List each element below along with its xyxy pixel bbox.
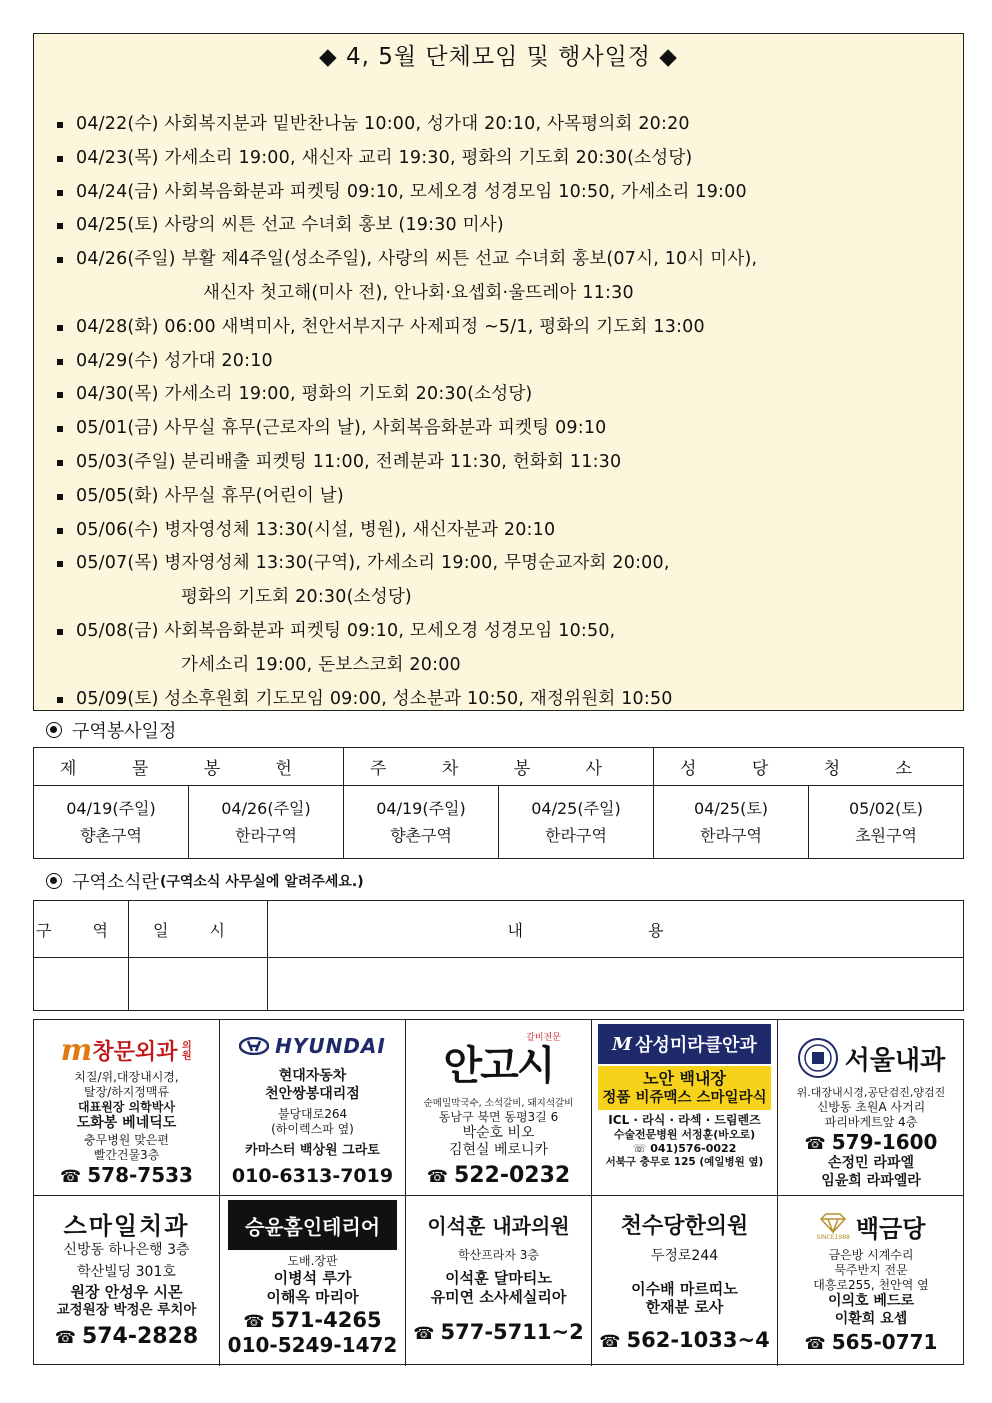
ad-smile-dental: 스마일치과 신방동 하나은행 3층 학산빌딩 301호 원장 안성우 시몬 교정원장 박정은 루치아 ☎ 574-2828 bbox=[34, 1196, 220, 1366]
ad-banner: 노안 백내장 정품 비쥬맥스 스마일라식 bbox=[598, 1066, 771, 1110]
ad-samsung-miracle-eye: M 삼성미라클안과 노안 백내장 정품 비쥬맥스 스마일라식 ICL · 라식 · 라섹 · 드림렌즈 수술전문병원 서정훈(바오로) ☏ 041)576-0022 서북구 충무로 125 (예일병원 옆) bbox=[592, 1020, 778, 1196]
news-col-content: 내 용 bbox=[268, 901, 964, 958]
service-group-header: 제 물 봉 헌 bbox=[34, 748, 344, 786]
service-cell: 04/19(주일) 향촌구역 bbox=[344, 786, 499, 859]
ad-seungyun-interior: 승윤홈인테리어 도배.장판 이병석 루가 이해옥 마리아 ☎ 571-4265 010-5249-1472 bbox=[220, 1196, 406, 1366]
schedule-item: 04/24(금) 사회복음화분과 피켓팅 09:10, 모세오경 성경모임 10:50, 가세소리 19:00 bbox=[56, 176, 956, 210]
schedule-item-continuation: 새신자 첫고해(미사 전), 안나회·요셉회·울뜨레아 11:30 bbox=[203, 282, 634, 303]
ad-lee-internal: 이석훈 내과의원 학산프라자 3층 이석훈 달마티노 유미연 소사세실리아 ☎ 577-5711~2 bbox=[406, 1196, 592, 1366]
news-table bbox=[33, 900, 964, 1011]
ad-logo: 스마일치과 bbox=[63, 1210, 190, 1240]
diamond-icon bbox=[818, 1212, 848, 1234]
ad-seoul-internal: 서울내과 위.대장내시경,공단검진,양검진 신방동 초원A 사거리 파리바게트앞 4층 ☎ 579-1600 손정민 라파엘 임윤희 라파엘라 bbox=[778, 1020, 964, 1196]
phone-icon: ☎ bbox=[243, 1311, 265, 1332]
ad-cheonsudang: 천수당한의원 두정로244 이수배 마르띠노 한재분 로사 ☎ 562-1033~4 bbox=[592, 1196, 778, 1366]
phone-icon: ☎ bbox=[804, 1133, 826, 1154]
schedule-item: 04/23(목) 가세소리 19:00, 새신자 교리 19:30, 평화의 기도회 20:30(소성당) bbox=[56, 142, 956, 176]
ad-logo: M 삼성미라클안과 bbox=[598, 1024, 771, 1064]
service-group-header: 성 당 청 소 bbox=[654, 748, 964, 786]
m-logo-icon: M bbox=[612, 1033, 633, 1055]
bullet-circle-icon bbox=[46, 722, 62, 738]
bullet-circle-icon bbox=[46, 873, 62, 889]
phone-icon: ☎ bbox=[413, 1323, 435, 1344]
schedule-list bbox=[56, 108, 956, 716]
ads-grid bbox=[33, 1019, 964, 1365]
phone-icon: ☎ bbox=[60, 1166, 82, 1187]
schedule-item: 04/25(토) 사랑의 씨튼 선교 수녀회 홍보 (19:30 미사) bbox=[56, 209, 956, 243]
schedule-item: 04/29(수) 성가대 20:10 bbox=[56, 345, 956, 379]
m-logo-icon: m bbox=[60, 1032, 93, 1068]
service-cell: 05/02(토) 초원구역 bbox=[809, 786, 964, 859]
schedule-item: 05/03(주일) 분리배출 피켓팅 11:00, 전례분과 11:30, 헌화회 11:30 bbox=[56, 446, 956, 480]
ad-logo: 천수당한의원 bbox=[620, 1212, 749, 1239]
ad-changmun-clinic: m 창문외과 의원 치질/위,대장내시경, 탈장/하지정맥류 대표원장 의학박사 도화봉 베네딕도 충무병원 맞은편 빨간건물3층 ☎ 578-7533 bbox=[34, 1020, 220, 1196]
schedule-item: 05/07(목) 병자영성체 13:30(구역), 가세소리 19:00, 무명순교자회 20:00, 평화의 기도회 20:30(소성당) bbox=[56, 547, 956, 615]
ad-logo: 승윤홈인테리어 bbox=[228, 1200, 397, 1250]
schedule-item: 04/26(주일) 부활 제4주일(성소주일), 사랑의 씨튼 선교 수녀회 홍보(07시, 10시 미사), 새신자 첫고해(미사 전), 안나회·요셉회·울뜨레아 11:30 bbox=[56, 243, 956, 311]
ad-angosi: 안고시 갈비전문 순메밀막국수, 소석갈비, 돼지석갈비 동남구 북면 동평3길 6 박순호 비오 김현실 베로니카 ☎ 522-0232 bbox=[406, 1020, 592, 1196]
schedule-item-continuation: 평화의 기도회 20:30(소성당) bbox=[181, 587, 412, 608]
ad-logo: 서울내과 bbox=[778, 1030, 964, 1086]
schedule-item: 04/22(수) 사회복지분과 밑반찬나눔 10:00, 성가대 20:10, 사목평의회 20:20 bbox=[56, 108, 956, 142]
schedule-item: 05/06(수) 병자영성체 13:30(시설, 병원), 새신자분과 20:10 bbox=[56, 514, 956, 548]
news-col-area: 구 역 bbox=[34, 901, 129, 958]
ad-logo: HYUNDAI bbox=[220, 1034, 405, 1058]
schedule-item: 05/08(금) 사회복음화분과 피켓팅 09:10, 모세오경 성경모임 10:50, 가세소리 19:00, 돈보스코회 20:00 bbox=[56, 615, 956, 683]
schedule-item: 04/28(화) 06:00 새벽미사, 천안서부지구 사제피정 ~5/1, 평화의 기도회 13:00 bbox=[56, 311, 956, 345]
ad-logo: m 창문외과 의원 bbox=[60, 1032, 191, 1068]
schedule-item-continuation: 가세소리 19:00, 돈보스코회 20:00 bbox=[181, 654, 461, 675]
news-cell bbox=[34, 958, 129, 1011]
phone-icon: ☎ bbox=[54, 1327, 76, 1348]
news-heading: 구역소식란 (구역소식 사무실에 알려주세요.) bbox=[46, 868, 364, 894]
schedule-item: 05/05(화) 사무실 휴무(어린이 날) bbox=[56, 480, 956, 514]
ad-baekgeumdang: SINCE1988 백금당 금은방 시계수리 묵주반지 전문 대흥로255, 천안역 옆 이의호 베드로 이환희 요셉 ☎ 565-0771 bbox=[778, 1196, 964, 1366]
schedule-item: 04/30(목) 가세소리 19:00, 평화의 기도회 20:30(소성당) bbox=[56, 378, 956, 412]
schedule-box bbox=[33, 33, 964, 711]
service-table bbox=[33, 747, 964, 859]
news-col-datetime: 일 시 bbox=[129, 901, 268, 958]
ad-hyundai: HYUNDAI 현대자동차 천안쌍봉대리점 불당대로264 (하이렉스파 옆) 카마스터 백상원 그라토 010-6313-7019 bbox=[220, 1020, 406, 1196]
ad-logo: SINCE1988 백금당 bbox=[778, 1204, 964, 1248]
ad-logo: 안고시 갈비전문 bbox=[443, 1033, 561, 1089]
ad-logo: 이석훈 내과의원 bbox=[427, 1213, 570, 1238]
news-cell bbox=[268, 958, 964, 1011]
schedule-title: ◆ 4, 5월 단체모임 및 행사일정 ◆ bbox=[319, 44, 678, 70]
service-cell: 04/19(주일) 향촌구역 bbox=[34, 786, 189, 859]
service-cell: 04/25(주일) 한라구역 bbox=[499, 786, 654, 859]
service-heading: 구역봉사일정 bbox=[46, 717, 176, 743]
service-cell: 04/26(주일) 한라구역 bbox=[189, 786, 344, 859]
schedule-item: 05/09(토) 성소후원회 기도모임 09:00, 성소분과 10:50, 재정위원회 10:50 bbox=[56, 683, 956, 717]
schedule-item: 05/01(금) 사무실 휴무(근로자의 날), 사회복음화분과 피켓팅 09:10 bbox=[56, 412, 956, 446]
phone-icon: ☎ bbox=[804, 1334, 826, 1354]
phone-icon: ☎ bbox=[599, 1332, 621, 1352]
service-group-header: 주 차 봉 사 bbox=[344, 748, 654, 786]
emblem-icon bbox=[797, 1037, 839, 1079]
hyundai-logo-icon bbox=[239, 1037, 269, 1055]
service-cell: 04/25(토) 한라구역 bbox=[654, 786, 809, 859]
news-cell bbox=[129, 958, 268, 1011]
phone-icon: ☎ bbox=[426, 1166, 448, 1187]
